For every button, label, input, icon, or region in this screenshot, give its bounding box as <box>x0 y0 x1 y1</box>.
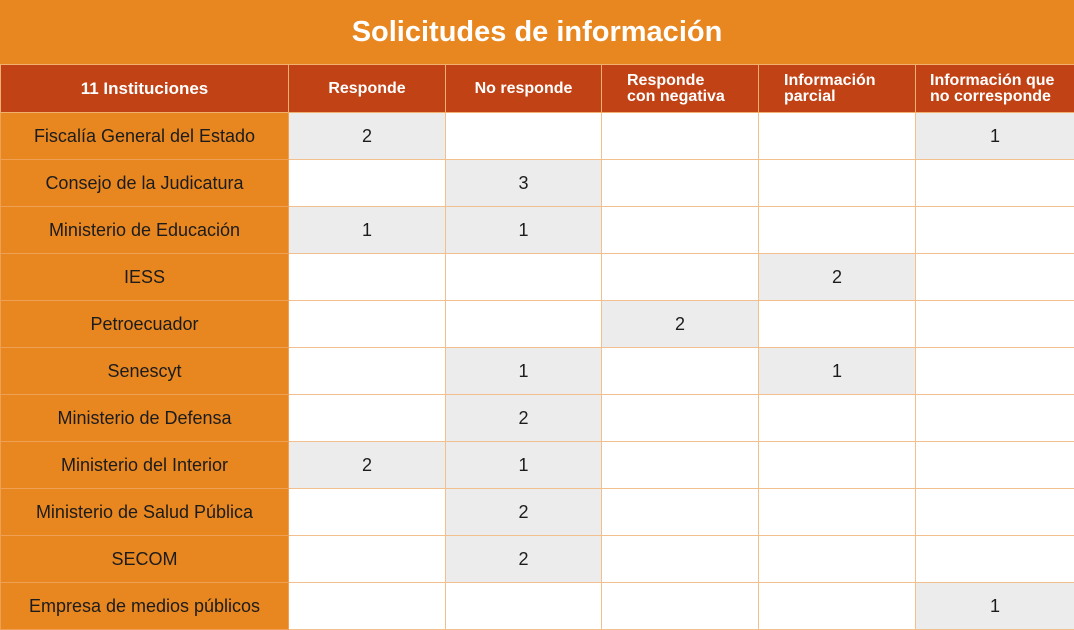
column-header-negativa-line1: Responde <box>627 73 758 89</box>
institution-cell: SECOM <box>1 536 289 583</box>
value-cell <box>289 536 446 583</box>
institution-cell: IESS <box>1 254 289 301</box>
table-row <box>1 113 1074 160</box>
table-row <box>1 301 1074 348</box>
value-cell <box>602 536 759 583</box>
institution-cell: Ministerio de Defensa <box>1 395 289 442</box>
value-cell <box>289 254 446 301</box>
column-header-no-corresponde <box>916 65 1074 113</box>
value-cell: 2 <box>446 536 602 583</box>
table-row <box>1 442 1074 489</box>
value-cell <box>916 348 1074 395</box>
value-cell <box>602 583 759 630</box>
column-header-negativa-line2: con negativa <box>627 89 758 105</box>
column-header-no-responde: No responde <box>446 65 602 113</box>
value-cell: 1 <box>916 113 1074 160</box>
value-cell <box>602 207 759 254</box>
value-cell <box>759 395 916 442</box>
column-header-negativa <box>602 65 759 113</box>
column-header-parcial-line2: parcial <box>784 89 915 105</box>
value-cell <box>602 489 759 536</box>
value-cell <box>916 536 1074 583</box>
value-cell <box>602 348 759 395</box>
value-cell <box>602 160 759 207</box>
column-header-institutions: 11 Instituciones <box>1 65 289 113</box>
value-cell <box>916 254 1074 301</box>
column-header-no-corresponde-line1: Información que <box>930 73 1074 89</box>
column-header-parcial-line1: Información <box>784 73 915 89</box>
requests-table <box>0 64 1074 630</box>
value-cell: 1 <box>916 583 1074 630</box>
value-cell <box>602 254 759 301</box>
value-cell <box>916 442 1074 489</box>
value-cell <box>602 395 759 442</box>
value-cell <box>289 395 446 442</box>
value-cell <box>759 113 916 160</box>
header-row <box>1 65 1074 113</box>
value-cell <box>446 583 602 630</box>
institution-cell: Petroecuador <box>1 301 289 348</box>
table-row <box>1 348 1074 395</box>
column-header-parcial <box>759 65 916 113</box>
value-cell: 2 <box>602 301 759 348</box>
value-cell <box>446 113 602 160</box>
value-cell: 2 <box>446 395 602 442</box>
institution-cell: Ministerio de Educación <box>1 207 289 254</box>
institution-cell: Empresa de medios públicos <box>1 583 289 630</box>
value-cell: 2 <box>446 489 602 536</box>
value-cell: 1 <box>446 348 602 395</box>
value-cell: 1 <box>289 207 446 254</box>
value-cell <box>759 583 916 630</box>
value-cell <box>289 301 446 348</box>
value-cell <box>759 160 916 207</box>
value-cell: 1 <box>446 207 602 254</box>
value-cell <box>759 536 916 583</box>
table-row <box>1 583 1074 630</box>
institution-cell: Ministerio de Salud Pública <box>1 489 289 536</box>
value-cell <box>446 254 602 301</box>
value-cell <box>289 348 446 395</box>
column-header-responde: Responde <box>289 65 446 113</box>
table-row <box>1 536 1074 583</box>
table-row <box>1 207 1074 254</box>
value-cell <box>916 160 1074 207</box>
column-header-no-corresponde-line2: no corresponde <box>930 89 1074 105</box>
value-cell: 3 <box>446 160 602 207</box>
value-cell <box>759 442 916 489</box>
table-row <box>1 254 1074 301</box>
value-cell <box>916 489 1074 536</box>
value-cell <box>446 301 602 348</box>
value-cell <box>602 113 759 160</box>
institution-cell: Senescyt <box>1 348 289 395</box>
value-cell <box>289 489 446 536</box>
value-cell <box>916 301 1074 348</box>
institution-cell: Ministerio del Interior <box>1 442 289 489</box>
value-cell: 1 <box>446 442 602 489</box>
value-cell: 2 <box>759 254 916 301</box>
value-cell <box>759 207 916 254</box>
value-cell <box>916 207 1074 254</box>
value-cell <box>759 489 916 536</box>
value-cell: 2 <box>289 442 446 489</box>
table-row <box>1 395 1074 442</box>
table-body <box>1 113 1074 630</box>
table-row <box>1 489 1074 536</box>
table-row <box>1 160 1074 207</box>
institution-cell: Fiscalía General del Estado <box>1 113 289 160</box>
value-cell <box>916 395 1074 442</box>
value-cell <box>602 442 759 489</box>
value-cell <box>759 301 916 348</box>
institution-cell: Consejo de la Judicatura <box>1 160 289 207</box>
value-cell <box>289 160 446 207</box>
value-cell: 1 <box>759 348 916 395</box>
value-cell <box>289 583 446 630</box>
page-title: Solicitudes de información <box>0 0 1074 64</box>
value-cell: 2 <box>289 113 446 160</box>
